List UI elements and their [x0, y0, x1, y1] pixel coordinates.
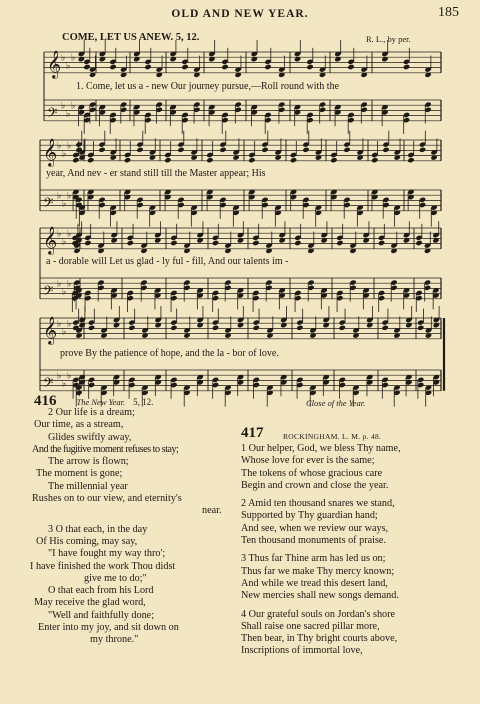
treble-clef: 𝄞	[43, 315, 58, 344]
verse-line: Ten thousand monuments of praise.	[241, 535, 386, 547]
flat-sign: ♭	[62, 286, 67, 297]
verse-line: 1 Our helper, God, we bless Thy name,	[241, 443, 401, 454]
note-head	[144, 64, 151, 70]
verse-line: 2 Our life is a dream;	[48, 407, 135, 418]
verse-line: The millennial year	[48, 480, 128, 492]
flat-sign: ♭	[61, 52, 66, 63]
verse-line: Rushes on to our view, and eternity's	[32, 493, 182, 505]
note-head	[294, 240, 301, 246]
flat-sign: ♭	[67, 190, 72, 201]
note-head	[378, 240, 385, 246]
note-head	[170, 325, 177, 331]
note-head	[219, 147, 226, 153]
verse-line: I have finished the work Thou didst	[30, 560, 176, 572]
note-head	[248, 157, 255, 163]
hymn-417-title: Close of the Year.	[306, 398, 366, 408]
bass-clef: 𝄢	[47, 104, 58, 124]
note-head	[417, 325, 424, 331]
flat-sign: ♭	[67, 370, 72, 381]
verse-line: Then bear, in Thy bright courts above,	[241, 633, 398, 645]
note-head	[206, 157, 213, 163]
verse-line: Inscriptions of immortal love,	[241, 645, 363, 657]
note-head	[127, 240, 134, 246]
flat-sign: ♭	[67, 228, 72, 239]
hymn-number: 416	[34, 393, 57, 409]
note-head	[382, 147, 389, 153]
note-head	[403, 64, 410, 70]
tune-credit: R. L., by per.	[366, 34, 411, 44]
note-head	[177, 147, 184, 153]
verse-line: And see, when we review our ways,	[241, 522, 389, 534]
note-head	[164, 157, 171, 163]
flat-sign: ♭	[57, 370, 62, 381]
note-head	[212, 325, 219, 331]
flat-sign: ♭	[57, 140, 62, 151]
verse-line: Begin and crown and close the year.	[241, 479, 389, 491]
verse-line: Thus far we make Thy mercy known;	[241, 565, 395, 577]
running-title: OLD AND NEW YEAR.	[171, 8, 309, 20]
bass-clef: 𝄢	[43, 374, 54, 394]
flat-sign: ♭	[67, 140, 72, 151]
note-head	[252, 240, 259, 246]
verse-line: May receive the glad word,	[34, 597, 146, 609]
treble-clef: 𝄞	[43, 225, 58, 254]
verse-line: Supported by Thy guardian hand;	[241, 510, 378, 522]
note-head	[339, 325, 346, 331]
note-head	[302, 147, 309, 153]
verse-line: my throne."	[90, 634, 139, 646]
verse-line: New mercies shall new songs demand.	[241, 590, 399, 602]
verse-line: "Well and faithfully done;	[48, 609, 155, 621]
verse-line: And the fugitive moment refuses to stay;	[32, 443, 179, 455]
hymn-417-tune: ROCKINGHAM. L. M. p. 48.	[283, 432, 382, 441]
flat-sign: ♭	[57, 228, 62, 239]
note-head	[72, 157, 79, 163]
hymn-title: The New Year.	[76, 397, 126, 407]
flat-sign: ♭	[62, 236, 67, 247]
verse-line: 4 Our grateful souls on Jordan's shore	[241, 608, 396, 620]
note-head	[261, 147, 268, 153]
note-head	[170, 240, 177, 246]
note-head	[221, 64, 228, 70]
note-head	[306, 64, 313, 70]
verse-line: 2 Amid ten thousand snares we stand,	[241, 498, 395, 510]
note-head	[330, 157, 337, 163]
note-head	[296, 325, 303, 331]
verse-line: Glides swiftly away,	[48, 431, 132, 443]
note-head	[290, 157, 297, 163]
tune-title: COME, LET US ANEW. 5, 12.	[62, 32, 200, 43]
flat-sign: ♭	[66, 60, 71, 71]
verse-line: 3 Thus far Thine arm has led us on;	[241, 553, 386, 565]
verse-line: Enter into my joy, and sit down on	[38, 622, 179, 634]
note-head	[84, 240, 91, 246]
flat-sign: ♭	[71, 100, 76, 111]
note-head	[87, 157, 94, 163]
note-head	[419, 147, 426, 153]
lyric-line-3: a - dorable will Let us glad - ly ful - fill, And our talents im -	[46, 256, 289, 267]
verse-line: Whose love for ever is the same;	[241, 455, 375, 467]
verse-line: And while we tread this desert land,	[241, 577, 388, 589]
verse-line: give me to do;"	[84, 572, 147, 584]
hymn-417-number: 417	[241, 425, 264, 441]
flat-sign: ♭	[71, 52, 76, 63]
verse-line: "I have fought my way thro';	[48, 548, 166, 560]
verse-line: Shall raise one sacred pillar more,	[241, 620, 380, 632]
note-head	[109, 64, 116, 70]
note-head	[212, 240, 219, 246]
verse-line: near.	[202, 505, 222, 517]
verse-line: O that each from his Lord	[48, 585, 154, 597]
treble-clef: 𝄞	[47, 49, 62, 78]
note-head	[136, 147, 143, 153]
hymn-417-text	[241, 443, 471, 658]
note-head	[88, 325, 95, 331]
flat-sign: ♭	[57, 278, 62, 289]
verse-line: The tokens of whose gracious care	[241, 467, 383, 479]
flat-sign: ♭	[62, 326, 67, 337]
flat-sign: ♭	[57, 318, 62, 329]
flat-sign: ♭	[66, 108, 71, 119]
flat-sign: ♭	[57, 190, 62, 201]
treble-clef: 𝄞	[43, 137, 58, 166]
verse-line: Our time, as a stream,	[34, 419, 124, 431]
note-head	[124, 157, 131, 163]
verse-line: The arrow is flown;	[48, 456, 129, 468]
lyric-line-2: year, And nev - er stand still till the Master appear; His	[46, 168, 266, 179]
note-head	[253, 325, 260, 331]
note-head	[371, 157, 378, 163]
bass-clef: 𝄢	[43, 282, 54, 302]
flat-sign: ♭	[67, 278, 72, 289]
verse-line: The moment is gone;	[36, 468, 123, 480]
flat-sign: ♭	[62, 378, 67, 389]
note-head	[128, 325, 135, 331]
flat-sign: ♭	[62, 148, 67, 159]
flat-sign: ♭	[62, 198, 67, 209]
verse-line: Of His coming, may say,	[36, 535, 138, 547]
note-head	[381, 325, 388, 331]
note-head	[407, 157, 414, 163]
note-head	[347, 64, 354, 70]
page-number: 185	[438, 5, 459, 20]
hymn-meter: 5, 12.	[133, 397, 154, 407]
lyric-line-1: 1. Come, let us a - new Our journey pursue,—Roll round with the	[76, 81, 340, 92]
lyric-line-4: prove By the patience of hope, and the la - bor of love.	[60, 348, 279, 359]
bass-clef: 𝄢	[43, 194, 54, 214]
note-head	[264, 64, 271, 70]
flat-sign: ♭	[67, 318, 72, 329]
note-head	[343, 147, 350, 153]
note-head	[415, 240, 422, 246]
note-head	[336, 240, 343, 246]
hymn-416-text	[30, 407, 244, 647]
note-head	[181, 64, 188, 70]
verse-line: 3 O that each, in the day	[48, 523, 148, 535]
flat-sign: ♭	[61, 100, 66, 111]
note-head	[98, 147, 105, 153]
note-head	[83, 64, 90, 70]
